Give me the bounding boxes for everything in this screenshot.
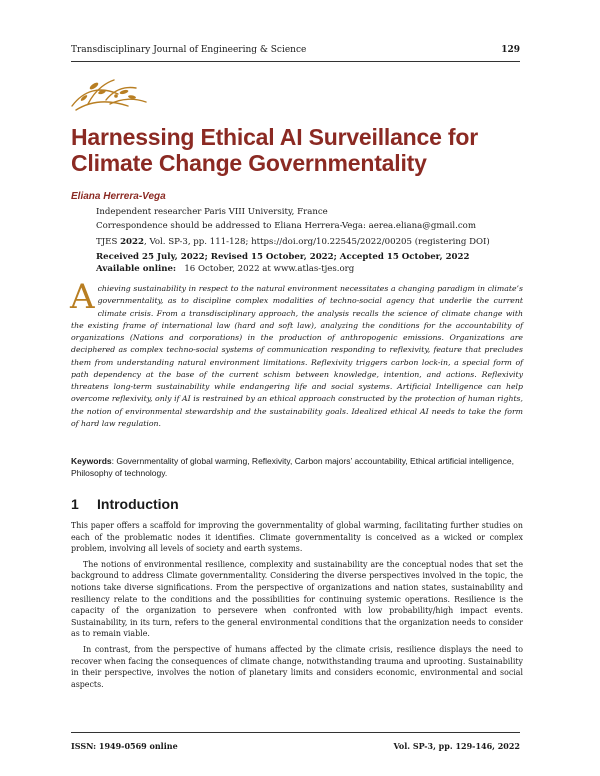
submission-dates: Received 25 July, 2022; Revised 15 October, 2022; Accepted 15 October, 2022 bbox=[96, 252, 470, 262]
journal-name: Transdisciplinary Journal of Engineering & Science bbox=[71, 45, 307, 55]
footer-rule bbox=[71, 732, 520, 733]
affiliation: Independent researcher Paris VIII University, France bbox=[96, 207, 328, 217]
paragraph: This paper offers a scaffold for improving the governmentality of global warming, facilitating further studies on each of the problematic nodes it identifies. Climate governmentality is conceived as a wicked or complex problem, involving all levels of society and earth systems. bbox=[71, 521, 523, 554]
running-footer bbox=[71, 741, 520, 751]
title-line-2: Climate Change Governmentality bbox=[71, 150, 427, 176]
title-line-1: Harnessing Ethical AI Surveillance for bbox=[71, 124, 478, 150]
paragraph: The notions of environmental resilience, complexity and sustainability are the conceptual nodes that set the background to address Climate governmentality. Considering the diverse perspectives involved in the topic, the notions take diverse significations. From the perspective of organizations and nation states, sustainability and resiliency relate to the conditions and the possibilities for continuing systemic operations. Resilience is the capacity of the organization to persevere when confronted with low probability/high impact events. Sustainability, in its turn, refers to the general environmental conditions that the organization needs to consider as to remain viable. bbox=[71, 559, 523, 639]
running-header bbox=[71, 44, 520, 56]
section-number: 1 bbox=[71, 496, 79, 512]
abstract-text: chieving sustainability in respect to the natural environment necessitates a changing paradigm in climate’s governmentality, as to discipline complex modalities of techno-social agency that underlie the current climate crisis. From a transdisciplinary approach, the analysis recalls the science of climate change with the existing frame of international law (hard and soft law), analyzing the conditions for the accountability of organizations (Nations and corporations) in the production of anthropogenic emissions. Organizations are deciphered as complex techno-social systems of communication responding to reflexivity, feature that precludes them from understanding natural environment limitations. Reflexivity triggers carbon lock-in, a special form of path dependency at the base of the current schism between knowledge, intention, and actions. Reflexivity threatens long-term sustainability while endangering life and social systems. Artificial Intelligence can help overcome reflexivity, only if AI is restrained by an ethical approach constructed by the protection of human rights, the notion of environmental stewardship and the sustainability goals. Idealized ethical AI needs to take the form of hard law regulation. bbox=[71, 284, 523, 428]
section-heading bbox=[71, 496, 179, 512]
keywords-text: : Governmentality of global warming, Reflexivity, Carbon majors’ accountability, Ethical artificial intelligence, Philosophy of technology. bbox=[71, 456, 514, 478]
volume-info: Vol. SP-3, pp. 129-146, 2022 bbox=[393, 741, 520, 751]
keywords bbox=[71, 455, 523, 479]
body-text bbox=[71, 520, 523, 690]
journal-logo-icon bbox=[66, 76, 150, 116]
available-online bbox=[96, 263, 354, 275]
keywords-label: Keywords bbox=[71, 456, 112, 466]
citation bbox=[96, 236, 490, 248]
abstract bbox=[70, 277, 523, 430]
citation-details: , Vol. SP-3, pp. 111-128; https://doi.org/10.22545/2022/00205 (registering DOI) bbox=[144, 237, 490, 247]
paper-title bbox=[71, 124, 531, 176]
paragraph: In contrast, from the perspective of humans affected by the climate crisis, resilience displays the need to recover when facing the consequences of climate change, notwithstanding trauma and uprooting. Sustainability in their perspective, involves the notion of planetary limits and considers economic, environmental and social aspects. bbox=[71, 644, 523, 689]
correspondence: Correspondence should be addressed to Eliana Herrera-Vega: aerea.eliana@gmail.com bbox=[96, 221, 476, 231]
section-title: Introduction bbox=[97, 496, 179, 512]
issn: ISSN: 1949-0569 online bbox=[71, 741, 178, 751]
citation-journal: TJES bbox=[96, 237, 118, 247]
available-label: Available online: bbox=[96, 264, 177, 274]
author-name: Eliana Herrera-Vega bbox=[71, 191, 166, 202]
header-rule bbox=[71, 61, 520, 62]
page-number: 129 bbox=[501, 45, 520, 55]
abstract-drop-cap: A bbox=[70, 277, 95, 317]
citation-year: 2022 bbox=[120, 237, 144, 247]
available-value: 16 October, 2022 at www.atlas-tjes.org bbox=[184, 264, 355, 274]
